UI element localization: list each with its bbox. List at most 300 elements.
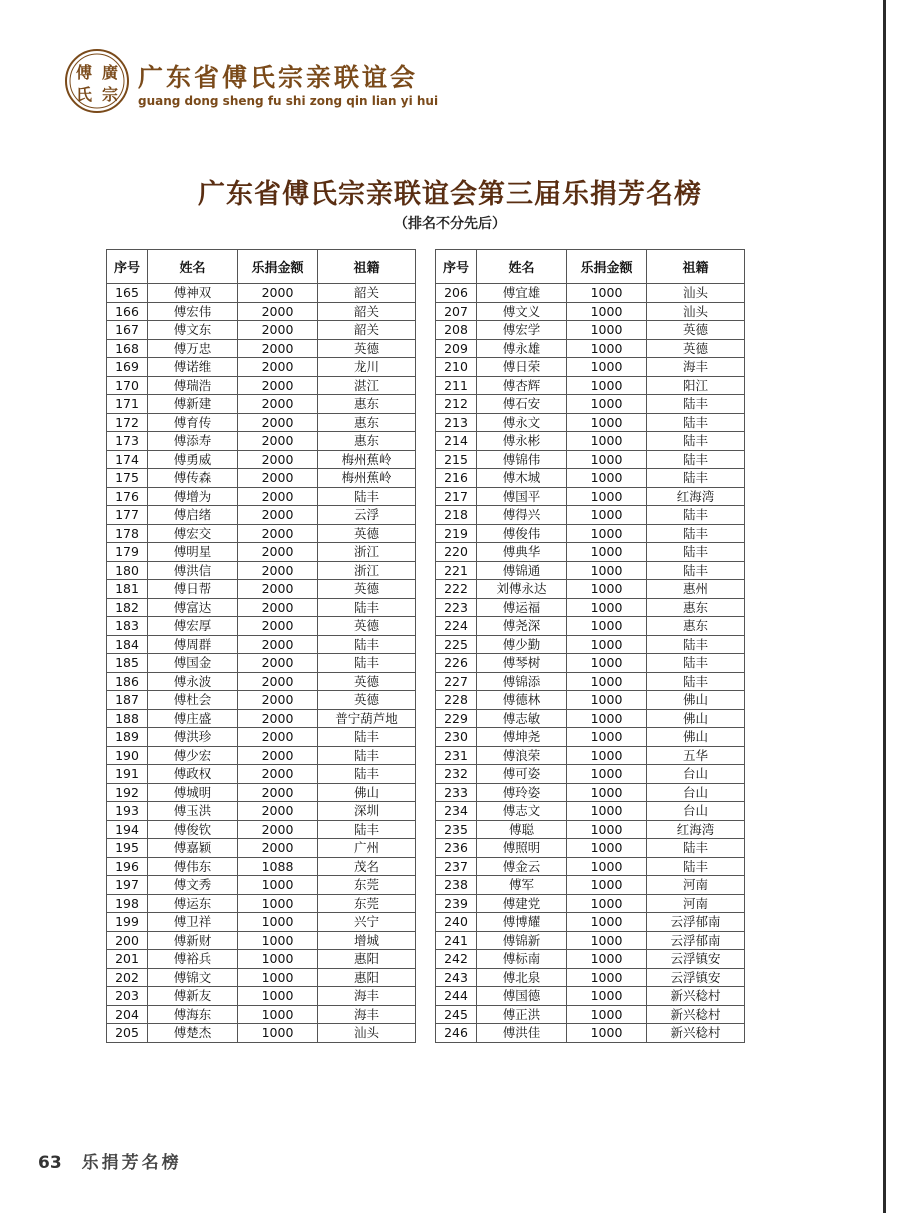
cell-name: 傅启绪 bbox=[148, 506, 238, 525]
cell-name: 傅政权 bbox=[148, 765, 238, 784]
cell-origin: 陆丰 bbox=[647, 543, 745, 562]
cell-index: 239 bbox=[436, 894, 477, 913]
table-row bbox=[436, 321, 745, 340]
cell-index: 200 bbox=[107, 931, 148, 950]
cell-origin: 韶关 bbox=[318, 284, 416, 303]
table-row bbox=[436, 709, 745, 728]
table-row bbox=[436, 598, 745, 617]
cell-amount: 1000 bbox=[567, 820, 647, 839]
table-row bbox=[107, 358, 416, 377]
cell-amount: 2000 bbox=[238, 524, 318, 543]
cell-origin: 陆丰 bbox=[647, 506, 745, 525]
cell-index: 196 bbox=[107, 857, 148, 876]
cell-index: 208 bbox=[436, 321, 477, 340]
table-row bbox=[436, 746, 745, 765]
table-row bbox=[436, 524, 745, 543]
cell-amount: 1000 bbox=[238, 913, 318, 932]
cell-amount: 2000 bbox=[238, 506, 318, 525]
cell-amount: 1000 bbox=[567, 469, 647, 488]
cell-index: 203 bbox=[107, 987, 148, 1006]
cell-index: 189 bbox=[107, 728, 148, 747]
cell-origin: 河南 bbox=[647, 876, 745, 895]
table-row bbox=[107, 802, 416, 821]
table-row bbox=[436, 931, 745, 950]
cell-origin: 英德 bbox=[318, 691, 416, 710]
table-row bbox=[436, 857, 745, 876]
cell-amount: 1000 bbox=[567, 506, 647, 525]
cell-name: 傅北泉 bbox=[477, 968, 567, 987]
cell-amount: 1000 bbox=[567, 913, 647, 932]
cell-origin: 陆丰 bbox=[318, 598, 416, 617]
cell-amount: 1000 bbox=[238, 968, 318, 987]
table-row bbox=[107, 617, 416, 636]
cell-name: 傅锦通 bbox=[477, 561, 567, 580]
cell-name: 傅神双 bbox=[148, 284, 238, 303]
cell-origin: 陆丰 bbox=[647, 857, 745, 876]
cell-name: 傅新财 bbox=[148, 931, 238, 950]
cell-index: 171 bbox=[107, 395, 148, 414]
cell-amount: 2000 bbox=[238, 820, 318, 839]
cell-index: 238 bbox=[436, 876, 477, 895]
cell-name: 傅金云 bbox=[477, 857, 567, 876]
cell-amount: 1000 bbox=[238, 876, 318, 895]
column-header-amount: 乐捐金额 bbox=[238, 250, 318, 284]
table-row bbox=[107, 1005, 416, 1024]
cell-amount: 2000 bbox=[238, 450, 318, 469]
cell-name: 傅浪荣 bbox=[477, 746, 567, 765]
cell-amount: 1000 bbox=[567, 691, 647, 710]
table-row bbox=[107, 913, 416, 932]
cell-origin: 兴宁 bbox=[318, 913, 416, 932]
cell-index: 236 bbox=[436, 839, 477, 858]
column-header-name: 姓名 bbox=[148, 250, 238, 284]
table-row bbox=[107, 876, 416, 895]
cell-amount: 1000 bbox=[567, 987, 647, 1006]
table-body bbox=[436, 284, 745, 1043]
cell-name: 傅新友 bbox=[148, 987, 238, 1006]
header bbox=[64, 48, 484, 118]
cell-origin: 海丰 bbox=[318, 1005, 416, 1024]
cell-index: 209 bbox=[436, 339, 477, 358]
cell-index: 195 bbox=[107, 839, 148, 858]
cell-amount: 1000 bbox=[567, 617, 647, 636]
table-row bbox=[107, 450, 416, 469]
cell-name: 傅少宏 bbox=[148, 746, 238, 765]
cell-origin: 广州 bbox=[318, 839, 416, 858]
cell-index: 230 bbox=[436, 728, 477, 747]
cell-name: 傅正洪 bbox=[477, 1005, 567, 1024]
cell-index: 227 bbox=[436, 672, 477, 691]
cell-name: 傅洪信 bbox=[148, 561, 238, 580]
table-row bbox=[436, 450, 745, 469]
cell-name: 傅城明 bbox=[148, 783, 238, 802]
cell-name: 傅志文 bbox=[477, 802, 567, 821]
cell-index: 207 bbox=[436, 302, 477, 321]
cell-origin: 佛山 bbox=[647, 691, 745, 710]
cell-origin: 英德 bbox=[647, 321, 745, 340]
cell-name: 傅坤尧 bbox=[477, 728, 567, 747]
cell-origin: 英德 bbox=[318, 524, 416, 543]
column-header-index: 序号 bbox=[436, 250, 477, 284]
cell-name: 傅少勤 bbox=[477, 635, 567, 654]
cell-name: 傅文秀 bbox=[148, 876, 238, 895]
cell-amount: 2000 bbox=[238, 617, 318, 636]
cell-name: 傅育传 bbox=[148, 413, 238, 432]
table-row bbox=[107, 654, 416, 673]
table-row bbox=[436, 968, 745, 987]
cell-origin: 惠东 bbox=[318, 432, 416, 451]
table-row bbox=[107, 432, 416, 451]
cell-origin: 英德 bbox=[318, 672, 416, 691]
cell-index: 165 bbox=[107, 284, 148, 303]
table-row bbox=[436, 765, 745, 784]
org-pinyin: guang dong sheng fu shi zong qin lian yi hui bbox=[138, 94, 439, 108]
cell-amount: 1000 bbox=[567, 580, 647, 599]
cell-index: 244 bbox=[436, 987, 477, 1006]
table-row bbox=[436, 580, 745, 599]
cell-index: 181 bbox=[107, 580, 148, 599]
cell-name: 傅新建 bbox=[148, 395, 238, 414]
table-row bbox=[107, 598, 416, 617]
cell-origin: 惠阳 bbox=[318, 950, 416, 969]
cell-index: 192 bbox=[107, 783, 148, 802]
cell-index: 212 bbox=[436, 395, 477, 414]
table-row bbox=[436, 802, 745, 821]
cell-index: 187 bbox=[107, 691, 148, 710]
cell-index: 228 bbox=[436, 691, 477, 710]
cell-amount: 1000 bbox=[567, 450, 647, 469]
cell-name: 傅永文 bbox=[477, 413, 567, 432]
table-row bbox=[107, 376, 416, 395]
cell-amount: 2000 bbox=[238, 321, 318, 340]
cell-name: 傅明星 bbox=[148, 543, 238, 562]
cell-origin: 红海湾 bbox=[647, 820, 745, 839]
table-row bbox=[107, 691, 416, 710]
cell-origin: 湛江 bbox=[318, 376, 416, 395]
column-header-origin: 祖籍 bbox=[647, 250, 745, 284]
cell-index: 185 bbox=[107, 654, 148, 673]
cell-name: 傅裕兵 bbox=[148, 950, 238, 969]
cell-origin: 佛山 bbox=[647, 709, 745, 728]
cell-index: 174 bbox=[107, 450, 148, 469]
table-row bbox=[107, 469, 416, 488]
cell-amount: 1000 bbox=[567, 709, 647, 728]
cell-index: 179 bbox=[107, 543, 148, 562]
cell-amount: 1088 bbox=[238, 857, 318, 876]
cell-amount: 2000 bbox=[238, 746, 318, 765]
clan-seal-logo bbox=[64, 48, 130, 114]
table-header-row bbox=[436, 250, 745, 284]
table-row bbox=[107, 395, 416, 414]
cell-amount: 2000 bbox=[238, 561, 318, 580]
cell-index: 182 bbox=[107, 598, 148, 617]
page-number: 63 bbox=[38, 1153, 62, 1173]
cell-name: 傅万忠 bbox=[148, 339, 238, 358]
cell-origin: 汕头 bbox=[647, 284, 745, 303]
cell-name: 傅瑞浩 bbox=[148, 376, 238, 395]
cell-amount: 1000 bbox=[567, 487, 647, 506]
cell-index: 232 bbox=[436, 765, 477, 784]
cell-index: 235 bbox=[436, 820, 477, 839]
cell-index: 175 bbox=[107, 469, 148, 488]
table-row bbox=[436, 358, 745, 377]
cell-index: 231 bbox=[436, 746, 477, 765]
cell-origin: 英德 bbox=[318, 580, 416, 599]
cell-name: 傅志敏 bbox=[477, 709, 567, 728]
cell-name: 傅锦新 bbox=[477, 931, 567, 950]
cell-amount: 1000 bbox=[567, 284, 647, 303]
cell-name: 傅洪珍 bbox=[148, 728, 238, 747]
cell-index: 170 bbox=[107, 376, 148, 395]
cell-index: 191 bbox=[107, 765, 148, 784]
cell-index: 220 bbox=[436, 543, 477, 562]
cell-name: 傅永彬 bbox=[477, 432, 567, 451]
cell-name: 傅国平 bbox=[477, 487, 567, 506]
cell-origin: 河南 bbox=[647, 894, 745, 913]
cell-amount: 1000 bbox=[567, 432, 647, 451]
cell-index: 213 bbox=[436, 413, 477, 432]
cell-amount: 2000 bbox=[238, 543, 318, 562]
cell-amount: 2000 bbox=[238, 339, 318, 358]
cell-origin: 陆丰 bbox=[647, 635, 745, 654]
cell-name: 傅楚杰 bbox=[148, 1024, 238, 1043]
cell-amount: 1000 bbox=[567, 395, 647, 414]
cell-amount: 1000 bbox=[567, 876, 647, 895]
cell-index: 199 bbox=[107, 913, 148, 932]
cell-index: 246 bbox=[436, 1024, 477, 1043]
table-row bbox=[436, 413, 745, 432]
cell-name: 傅卫祥 bbox=[148, 913, 238, 932]
table-row bbox=[436, 376, 745, 395]
cell-index: 214 bbox=[436, 432, 477, 451]
cell-amount: 2000 bbox=[238, 839, 318, 858]
cell-origin: 台山 bbox=[647, 783, 745, 802]
cell-origin: 陆丰 bbox=[647, 450, 745, 469]
cell-name: 傅日荣 bbox=[477, 358, 567, 377]
cell-index: 242 bbox=[436, 950, 477, 969]
cell-name: 傅宏交 bbox=[148, 524, 238, 543]
table-row bbox=[107, 580, 416, 599]
cell-index: 233 bbox=[436, 783, 477, 802]
column-header-origin: 祖籍 bbox=[318, 250, 416, 284]
cell-amount: 1000 bbox=[567, 1005, 647, 1024]
table-row bbox=[436, 617, 745, 636]
cell-name: 傅文义 bbox=[477, 302, 567, 321]
cell-amount: 1000 bbox=[238, 987, 318, 1006]
cell-origin: 惠东 bbox=[647, 617, 745, 636]
cell-name: 刘傅永达 bbox=[477, 580, 567, 599]
cell-amount: 2000 bbox=[238, 709, 318, 728]
table-body bbox=[107, 284, 416, 1043]
cell-name: 傅宜雄 bbox=[477, 284, 567, 303]
cell-name: 傅锦添 bbox=[477, 672, 567, 691]
cell-name: 傅运福 bbox=[477, 598, 567, 617]
page-subtitle: （排名不分先后） bbox=[394, 216, 506, 232]
cell-amount: 2000 bbox=[238, 469, 318, 488]
svg-text:氏: 氏 bbox=[75, 85, 93, 104]
cell-origin: 陆丰 bbox=[318, 487, 416, 506]
cell-name: 傅杜会 bbox=[148, 691, 238, 710]
cell-amount: 2000 bbox=[238, 728, 318, 747]
cell-index: 173 bbox=[107, 432, 148, 451]
cell-amount: 1000 bbox=[567, 1024, 647, 1043]
table-row bbox=[436, 284, 745, 303]
donor-table-right bbox=[435, 249, 745, 1043]
cell-amount: 1000 bbox=[567, 931, 647, 950]
cell-origin: 浙江 bbox=[318, 561, 416, 580]
cell-amount: 1000 bbox=[567, 839, 647, 858]
table-row bbox=[436, 543, 745, 562]
svg-text:傅: 傅 bbox=[75, 63, 93, 82]
table-row bbox=[436, 561, 745, 580]
table-row bbox=[107, 987, 416, 1006]
cell-index: 241 bbox=[436, 931, 477, 950]
cell-name: 傅传森 bbox=[148, 469, 238, 488]
table-row bbox=[107, 413, 416, 432]
cell-index: 221 bbox=[436, 561, 477, 580]
org-name: 广东省傅氏宗亲联谊会 bbox=[138, 63, 419, 92]
cell-origin: 韶关 bbox=[318, 302, 416, 321]
cell-name: 傅杏辉 bbox=[477, 376, 567, 395]
cell-origin: 台山 bbox=[647, 765, 745, 784]
cell-origin: 惠州 bbox=[647, 580, 745, 599]
cell-origin: 陆丰 bbox=[318, 746, 416, 765]
cell-origin: 梅州蕉岭 bbox=[318, 450, 416, 469]
cell-index: 193 bbox=[107, 802, 148, 821]
cell-amount: 1000 bbox=[567, 783, 647, 802]
cell-origin: 陆丰 bbox=[647, 672, 745, 691]
cell-amount: 1000 bbox=[567, 672, 647, 691]
cell-name: 傅聪 bbox=[477, 820, 567, 839]
cell-amount: 1000 bbox=[238, 894, 318, 913]
table-row bbox=[107, 284, 416, 303]
cell-amount: 2000 bbox=[238, 765, 318, 784]
cell-amount: 1000 bbox=[567, 598, 647, 617]
cell-origin: 浙江 bbox=[318, 543, 416, 562]
cell-origin: 阳江 bbox=[647, 376, 745, 395]
table-row bbox=[436, 395, 745, 414]
cell-index: 169 bbox=[107, 358, 148, 377]
table-row bbox=[107, 839, 416, 858]
cell-amount: 1000 bbox=[567, 635, 647, 654]
cell-origin: 云浮 bbox=[318, 506, 416, 525]
column-header-amount: 乐捐金额 bbox=[567, 250, 647, 284]
cell-name: 傅石安 bbox=[477, 395, 567, 414]
table-row bbox=[107, 968, 416, 987]
page-title: 广东省傅氏宗亲联谊会第三届乐捐芳名榜 bbox=[198, 179, 702, 210]
cell-origin: 陆丰 bbox=[647, 839, 745, 858]
cell-origin: 惠东 bbox=[318, 413, 416, 432]
cell-origin: 英德 bbox=[318, 339, 416, 358]
cell-amount: 2000 bbox=[238, 672, 318, 691]
table-row bbox=[107, 857, 416, 876]
cell-index: 166 bbox=[107, 302, 148, 321]
table-row bbox=[107, 894, 416, 913]
cell-index: 224 bbox=[436, 617, 477, 636]
cell-index: 201 bbox=[107, 950, 148, 969]
cell-origin: 深圳 bbox=[318, 802, 416, 821]
cell-amount: 1000 bbox=[567, 746, 647, 765]
cell-name: 傅勇威 bbox=[148, 450, 238, 469]
table-row bbox=[107, 746, 416, 765]
cell-index: 229 bbox=[436, 709, 477, 728]
table-row bbox=[107, 339, 416, 358]
cell-amount: 1000 bbox=[567, 950, 647, 969]
cell-origin: 增城 bbox=[318, 931, 416, 950]
cell-origin: 汕头 bbox=[647, 302, 745, 321]
cell-name: 傅日帮 bbox=[148, 580, 238, 599]
cell-amount: 1000 bbox=[238, 950, 318, 969]
table-row bbox=[107, 783, 416, 802]
cell-name: 傅伟东 bbox=[148, 857, 238, 876]
cell-index: 197 bbox=[107, 876, 148, 895]
column-header-index: 序号 bbox=[107, 250, 148, 284]
cell-amount: 1000 bbox=[567, 654, 647, 673]
cell-amount: 2000 bbox=[238, 802, 318, 821]
cell-amount: 2000 bbox=[238, 691, 318, 710]
cell-origin: 台山 bbox=[647, 802, 745, 821]
footer-section-title: 乐捐芳名榜 bbox=[81, 1153, 182, 1173]
cell-amount: 2000 bbox=[238, 580, 318, 599]
cell-index: 177 bbox=[107, 506, 148, 525]
cell-index: 188 bbox=[107, 709, 148, 728]
cell-amount: 1000 bbox=[567, 561, 647, 580]
cell-index: 215 bbox=[436, 450, 477, 469]
cell-name: 傅海东 bbox=[148, 1005, 238, 1024]
cell-index: 222 bbox=[436, 580, 477, 599]
cell-origin: 红海湾 bbox=[647, 487, 745, 506]
cell-name: 傅运东 bbox=[148, 894, 238, 913]
cell-origin: 云浮镇安 bbox=[647, 950, 745, 969]
cell-name: 傅富达 bbox=[148, 598, 238, 617]
cell-name: 傅宏厚 bbox=[148, 617, 238, 636]
table-row bbox=[107, 321, 416, 340]
cell-index: 240 bbox=[436, 913, 477, 932]
cell-amount: 2000 bbox=[238, 358, 318, 377]
cell-name: 傅可姿 bbox=[477, 765, 567, 784]
table-header-row bbox=[107, 250, 416, 284]
cell-index: 198 bbox=[107, 894, 148, 913]
table-row bbox=[107, 635, 416, 654]
donor-table-left bbox=[106, 249, 416, 1043]
table-row bbox=[107, 302, 416, 321]
cell-amount: 1000 bbox=[567, 894, 647, 913]
cell-index: 210 bbox=[436, 358, 477, 377]
cell-name: 傅文东 bbox=[148, 321, 238, 340]
cell-index: 216 bbox=[436, 469, 477, 488]
cell-origin: 陆丰 bbox=[647, 413, 745, 432]
cell-name: 傅洪佳 bbox=[477, 1024, 567, 1043]
cell-name: 傅玉洪 bbox=[148, 802, 238, 821]
cell-origin: 云浮镇安 bbox=[647, 968, 745, 987]
cell-amount: 2000 bbox=[238, 413, 318, 432]
cell-amount: 1000 bbox=[567, 543, 647, 562]
cell-name: 傅军 bbox=[477, 876, 567, 895]
table-row bbox=[436, 302, 745, 321]
cell-amount: 2000 bbox=[238, 432, 318, 451]
table-row bbox=[436, 469, 745, 488]
cell-name: 傅木城 bbox=[477, 469, 567, 488]
cell-amount: 2000 bbox=[238, 395, 318, 414]
cell-amount: 2000 bbox=[238, 302, 318, 321]
table-row bbox=[436, 1005, 745, 1024]
table-row bbox=[436, 654, 745, 673]
cell-amount: 1000 bbox=[567, 358, 647, 377]
cell-amount: 1000 bbox=[567, 339, 647, 358]
cell-name: 傅典华 bbox=[477, 543, 567, 562]
cell-index: 168 bbox=[107, 339, 148, 358]
cell-origin: 陆丰 bbox=[318, 635, 416, 654]
